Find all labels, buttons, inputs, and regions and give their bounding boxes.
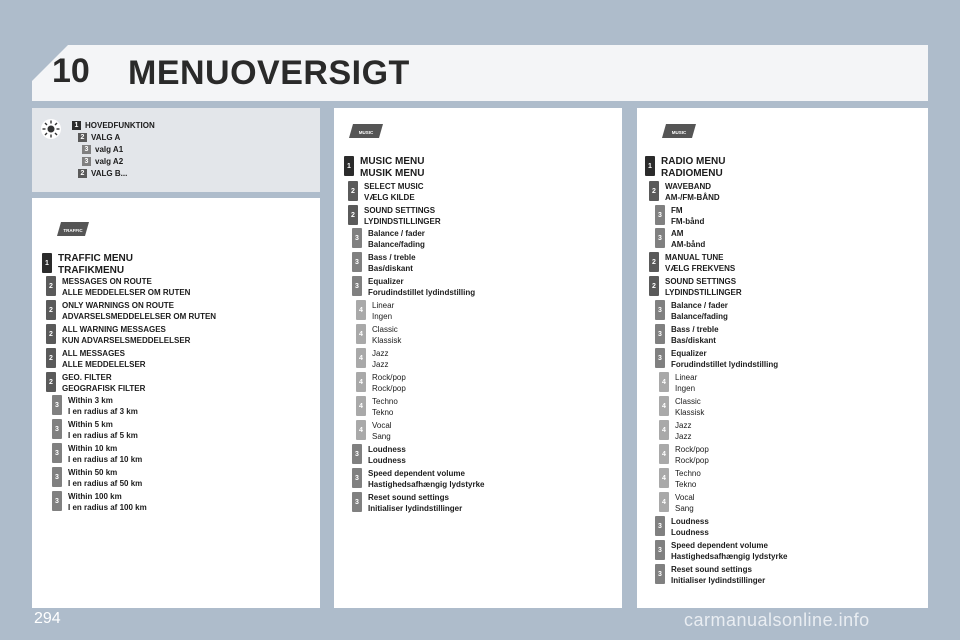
menu-item-label-en: Loudness (368, 445, 406, 454)
menu-item-label-en: Within 100 km (68, 492, 122, 501)
level-2-badge: 2 (46, 276, 56, 296)
level-3-badge: 3 (352, 228, 362, 248)
menu-item-label-da: I en radius af 10 km (68, 455, 143, 464)
menu-item-label-da: Klassisk (372, 336, 402, 345)
radio-menu-entry (649, 276, 742, 298)
music-menu-panel (334, 108, 622, 608)
menu-item-label-en: Balance / fader (671, 301, 728, 310)
menu-item-label-en: SELECT MUSIC (364, 182, 424, 191)
level-2-badge: 2 (348, 205, 358, 225)
level-4-badge: 4 (356, 372, 366, 392)
menu-item-label-da: Forudindstillet lydindstilling (671, 360, 779, 369)
music-menu-entry (352, 444, 406, 466)
level-3-badge: 3 (352, 276, 362, 296)
music-menu-entry (344, 156, 424, 180)
radio-icon-label: MUSIC (671, 130, 687, 135)
menu-item-label-en: GEO. FILTER (62, 373, 112, 382)
menu-item-label-da: ALLE MEDDELELSER OM RUTEN (62, 288, 191, 297)
radio-menu-entry (659, 420, 691, 442)
menu-item-label-da: AM-/FM-BÅND (665, 193, 720, 202)
menu-item-label-da: Jazz (372, 360, 389, 369)
menu-item-label-da: Balance/fading (671, 312, 728, 321)
radio-menu-entry (655, 324, 719, 346)
traffic-menu-entry (52, 419, 138, 441)
menu-item-label-da: Ingen (675, 384, 696, 393)
radio-menu-entry (659, 444, 709, 466)
menu-item-label-da: Loudness (671, 528, 709, 537)
music-menu-entry (352, 492, 462, 514)
menu-item-label-da: TRAFIKMENU (58, 265, 125, 276)
menu-item-label-en: TRAFFIC MENU (58, 253, 133, 264)
menu-item-label-en: Techno (372, 397, 398, 406)
level-3-badge: 3 (52, 419, 62, 439)
menu-item-label-en: Classic (372, 325, 398, 334)
radio-menu-entry (655, 516, 709, 538)
radio-menu-entry (655, 540, 787, 562)
level-3-badge: 3 (655, 540, 665, 560)
menu-item-label-en: SOUND SETTINGS (364, 206, 436, 215)
sun-settings-icon (40, 118, 62, 140)
level-4-badge: 4 (659, 372, 669, 392)
menu-item-label-en: RADIO MENU (661, 156, 726, 167)
watermark: carmanualsonline.info (684, 610, 870, 630)
level-3-badge: 3 (655, 516, 665, 536)
menu-item-label-en: ONLY WARNINGS ON ROUTE (62, 301, 175, 310)
level-3-badge: 3 (352, 252, 362, 272)
music-menu-entry (356, 300, 394, 322)
level-4-badge: 4 (659, 492, 669, 512)
level-2-badge: 2 (46, 300, 56, 320)
menu-item-label-en: Vocal (675, 493, 695, 502)
traffic-menu-entry (46, 348, 146, 370)
menu-item-label-en: FM (671, 206, 683, 215)
menu-item-label-en: Linear (675, 373, 698, 382)
menu-item-label-da: Sang (372, 432, 391, 441)
radio-menu-entry (659, 468, 701, 490)
menu-item-label-en: Within 10 km (68, 444, 118, 453)
menu-item-label-en: Reset sound settings (368, 493, 449, 502)
menu-item-label-da: ALLE MEDDELELSER (62, 360, 146, 369)
menu-item-label-da: Initialiser lydindstillinger (671, 576, 766, 585)
music-menu-entry (356, 372, 406, 394)
menu-item-label-da: Rock/pop (675, 456, 709, 465)
menu-item-label-en: VALG A (91, 133, 121, 142)
radio-menu-entry (655, 564, 765, 586)
menu-item-label-da: I en radius af 5 km (68, 431, 138, 440)
menu-item-label-en: VALG B... (91, 169, 128, 178)
menu-item-label-en: Vocal (372, 421, 392, 430)
level-3-badge: 3 (352, 444, 362, 464)
menu-item-label-en: Equalizer (671, 349, 707, 358)
radio-menu-entry (659, 372, 697, 394)
menu-item-label-en: Speed dependent volume (368, 469, 465, 478)
menu-item-label-en: Loudness (671, 517, 709, 526)
radio-menu-entry (645, 156, 725, 180)
level-2-badge: 2 (46, 324, 56, 344)
menu-item-label-da: FM-bånd (671, 217, 705, 226)
menu-item-label-en: Speed dependent volume (671, 541, 768, 550)
level-1-badge: 1 (645, 156, 655, 176)
home-menu-entry (78, 169, 127, 179)
music-menu-entry (356, 324, 401, 346)
menu-item-label-en: Jazz (675, 421, 692, 430)
menu-item-label-da: KUN ADVARSELSMEDDELELSER (62, 336, 191, 345)
menu-item-label-da: Balance/fading (368, 240, 425, 249)
level-2-badge: 2 (46, 372, 56, 392)
menu-item-label-da: Loudness (368, 456, 406, 465)
menu-item-label-en: Balance / fader (368, 229, 425, 238)
level-4-badge: 4 (356, 348, 366, 368)
menu-item-label-da: AM-bånd (671, 240, 706, 249)
traffic-menu-panel (32, 198, 320, 608)
traffic-menu-entry (46, 300, 216, 322)
menu-item-label-en: Within 50 km (68, 468, 118, 477)
home-menu-entry (78, 133, 120, 143)
level-3-badge: 3 (655, 324, 665, 344)
music-menu-entry (348, 205, 441, 227)
music-icon (348, 122, 384, 145)
menu-item-label-en: Within 5 km (68, 420, 113, 429)
level-4-badge: 4 (356, 396, 366, 416)
level-4-badge: 4 (659, 396, 669, 416)
radio-menu-entry (655, 205, 704, 227)
page-number: 294 (34, 610, 61, 627)
menu-item-label-en: SOUND SETTINGS (665, 277, 737, 286)
music-menu-entry (352, 276, 475, 298)
traffic-menu-entry (46, 324, 190, 346)
level-3-badge: 3 (52, 443, 62, 463)
menu-item-label-en: ALL WARNING MESSAGES (62, 325, 166, 334)
menu-item-label-en: Jazz (372, 349, 389, 358)
music-menu-entry (348, 181, 424, 203)
radio-menu-entry (659, 492, 695, 514)
menu-item-label-en: Techno (675, 469, 701, 478)
menu-item-label-da: Bas/diskant (671, 336, 716, 345)
menu-item-label-en: valg A2 (95, 157, 124, 166)
menu-item-label-da: ADVARSELSMEDDELELSER OM RUTEN (62, 312, 217, 321)
menu-item-label-da: Forudindstillet lydindstilling (368, 288, 476, 297)
menu-item-label-en: Bass / treble (368, 253, 416, 262)
level-3-badge: 3 (52, 467, 62, 487)
level-4-badge: 4 (659, 420, 669, 440)
level-3-badge: 3 (82, 157, 91, 166)
level-3-badge: 3 (52, 491, 62, 511)
level-3-badge: 3 (655, 564, 665, 584)
level-3-badge: 3 (352, 468, 362, 488)
level-2-badge: 2 (78, 133, 87, 142)
chapter-number: 10 (52, 52, 90, 90)
level-2-badge: 2 (649, 276, 659, 296)
menu-item-label-da: VÆLG FREKVENS (665, 264, 736, 273)
menu-item-label-da: LYDINDSTILLINGER (665, 288, 742, 297)
menu-item-label-da: Klassisk (675, 408, 705, 417)
menu-item-label-da: Bas/diskant (368, 264, 413, 273)
menu-item-label-da: Jazz (675, 432, 692, 441)
level-2-badge: 2 (649, 252, 659, 272)
menu-item-label-en: Equalizer (368, 277, 404, 286)
menu-item-label-da: Tekno (372, 408, 394, 417)
level-1-badge: 1 (344, 156, 354, 176)
radio-menu-entry (655, 300, 728, 322)
traffic-menu-entry (46, 276, 190, 298)
level-2-badge: 2 (348, 181, 358, 201)
level-1-badge: 1 (42, 253, 52, 273)
menu-item-label-en: ALL MESSAGES (62, 349, 125, 358)
level-3-badge: 3 (655, 205, 665, 225)
menu-item-label-en: Linear (372, 301, 395, 310)
menu-item-label-da: Tekno (675, 480, 697, 489)
level-2-badge: 2 (78, 169, 87, 178)
traffic-menu-entry (52, 395, 138, 417)
menu-item-label-da: Initialiser lydindstillinger (368, 504, 463, 513)
menu-item-label-da: I en radius af 100 km (68, 503, 147, 512)
menu-item-label-en: Classic (675, 397, 701, 406)
menu-item-label-da: GEOGRAFISK FILTER (62, 384, 146, 393)
level-4-badge: 4 (356, 420, 366, 440)
traffic-menu-entry (42, 253, 133, 277)
menu-item-label-en: MESSAGES ON ROUTE (62, 277, 152, 286)
traffic-menu-entry (52, 491, 147, 513)
radio-menu-panel (637, 108, 928, 608)
radio-menu-entry (659, 396, 704, 418)
home-menu-entry (72, 121, 155, 131)
menu-item-label-en: Rock/pop (372, 373, 406, 382)
music-menu-entry (356, 348, 388, 370)
level-4-badge: 4 (659, 468, 669, 488)
music-icon-label: MUSIC (358, 130, 374, 135)
menu-item-label-en: Bass / treble (671, 325, 719, 334)
menu-item-label-da: Ingen (372, 312, 393, 321)
menu-item-label-da: I en radius af 50 km (68, 479, 143, 488)
level-3-badge: 3 (52, 395, 62, 415)
radio-icon (661, 122, 697, 145)
menu-item-label-en: Within 3 km (68, 396, 113, 405)
menu-item-label-da: I en radius af 3 km (68, 407, 138, 416)
home-function-panel (32, 108, 320, 192)
menu-item-label-da: Rock/pop (372, 384, 406, 393)
music-menu-entry (352, 252, 416, 274)
level-4-badge: 4 (659, 444, 669, 464)
level-3-badge: 3 (655, 300, 665, 320)
page-title: MENUOVERSIGT (128, 54, 410, 92)
menu-item-label-da: LYDINDSTILLINGER (364, 217, 441, 226)
level-2-badge: 2 (46, 348, 56, 368)
menu-item-label-en: MANUAL TUNE (665, 253, 724, 262)
level-4-badge: 4 (356, 300, 366, 320)
menu-item-label-en: HOVEDFUNKTION (85, 121, 155, 130)
traffic-icon-label: TRAFFIC (63, 228, 83, 233)
music-menu-entry (352, 468, 484, 490)
menu-item-label-en: Reset sound settings (671, 565, 752, 574)
menu-item-label-da: Hastighedsafhængig lydstyrke (671, 552, 788, 561)
traffic-menu-entry (52, 443, 142, 465)
radio-menu-entry (649, 181, 720, 203)
traffic-icon (56, 220, 90, 243)
radio-menu-entry (649, 252, 735, 274)
level-3-badge: 3 (352, 492, 362, 512)
music-menu-entry (356, 396, 398, 418)
menu-item-label-en: AM (671, 229, 684, 238)
home-menu-entry (82, 145, 123, 155)
menu-item-label-en: MUSIC MENU (360, 156, 425, 167)
menu-item-label-da: RADIOMENU (661, 168, 723, 179)
level-2-badge: 2 (649, 181, 659, 201)
menu-item-label-da: Sang (675, 504, 694, 513)
radio-menu-entry (655, 228, 705, 250)
music-menu-entry (352, 228, 425, 250)
menu-item-label-en: WAVEBAND (665, 182, 712, 191)
menu-item-label-en: Rock/pop (675, 445, 709, 454)
menu-item-label-da: Hastighedsafhængig lydstyrke (368, 480, 485, 489)
level-3-badge: 3 (655, 228, 665, 248)
level-3-badge: 3 (82, 145, 91, 154)
level-4-badge: 4 (356, 324, 366, 344)
menu-item-label-da: MUSIK MENU (360, 168, 425, 179)
menu-item-label-da: VÆLG KILDE (364, 193, 415, 202)
level-3-badge: 3 (655, 348, 665, 368)
music-menu-entry (356, 420, 392, 442)
menu-item-label-en: valg A1 (95, 145, 124, 154)
level-1-badge: 1 (72, 121, 81, 130)
home-menu-entry (82, 157, 123, 167)
traffic-menu-entry (52, 467, 142, 489)
radio-menu-entry (655, 348, 778, 370)
traffic-menu-entry (46, 372, 145, 394)
